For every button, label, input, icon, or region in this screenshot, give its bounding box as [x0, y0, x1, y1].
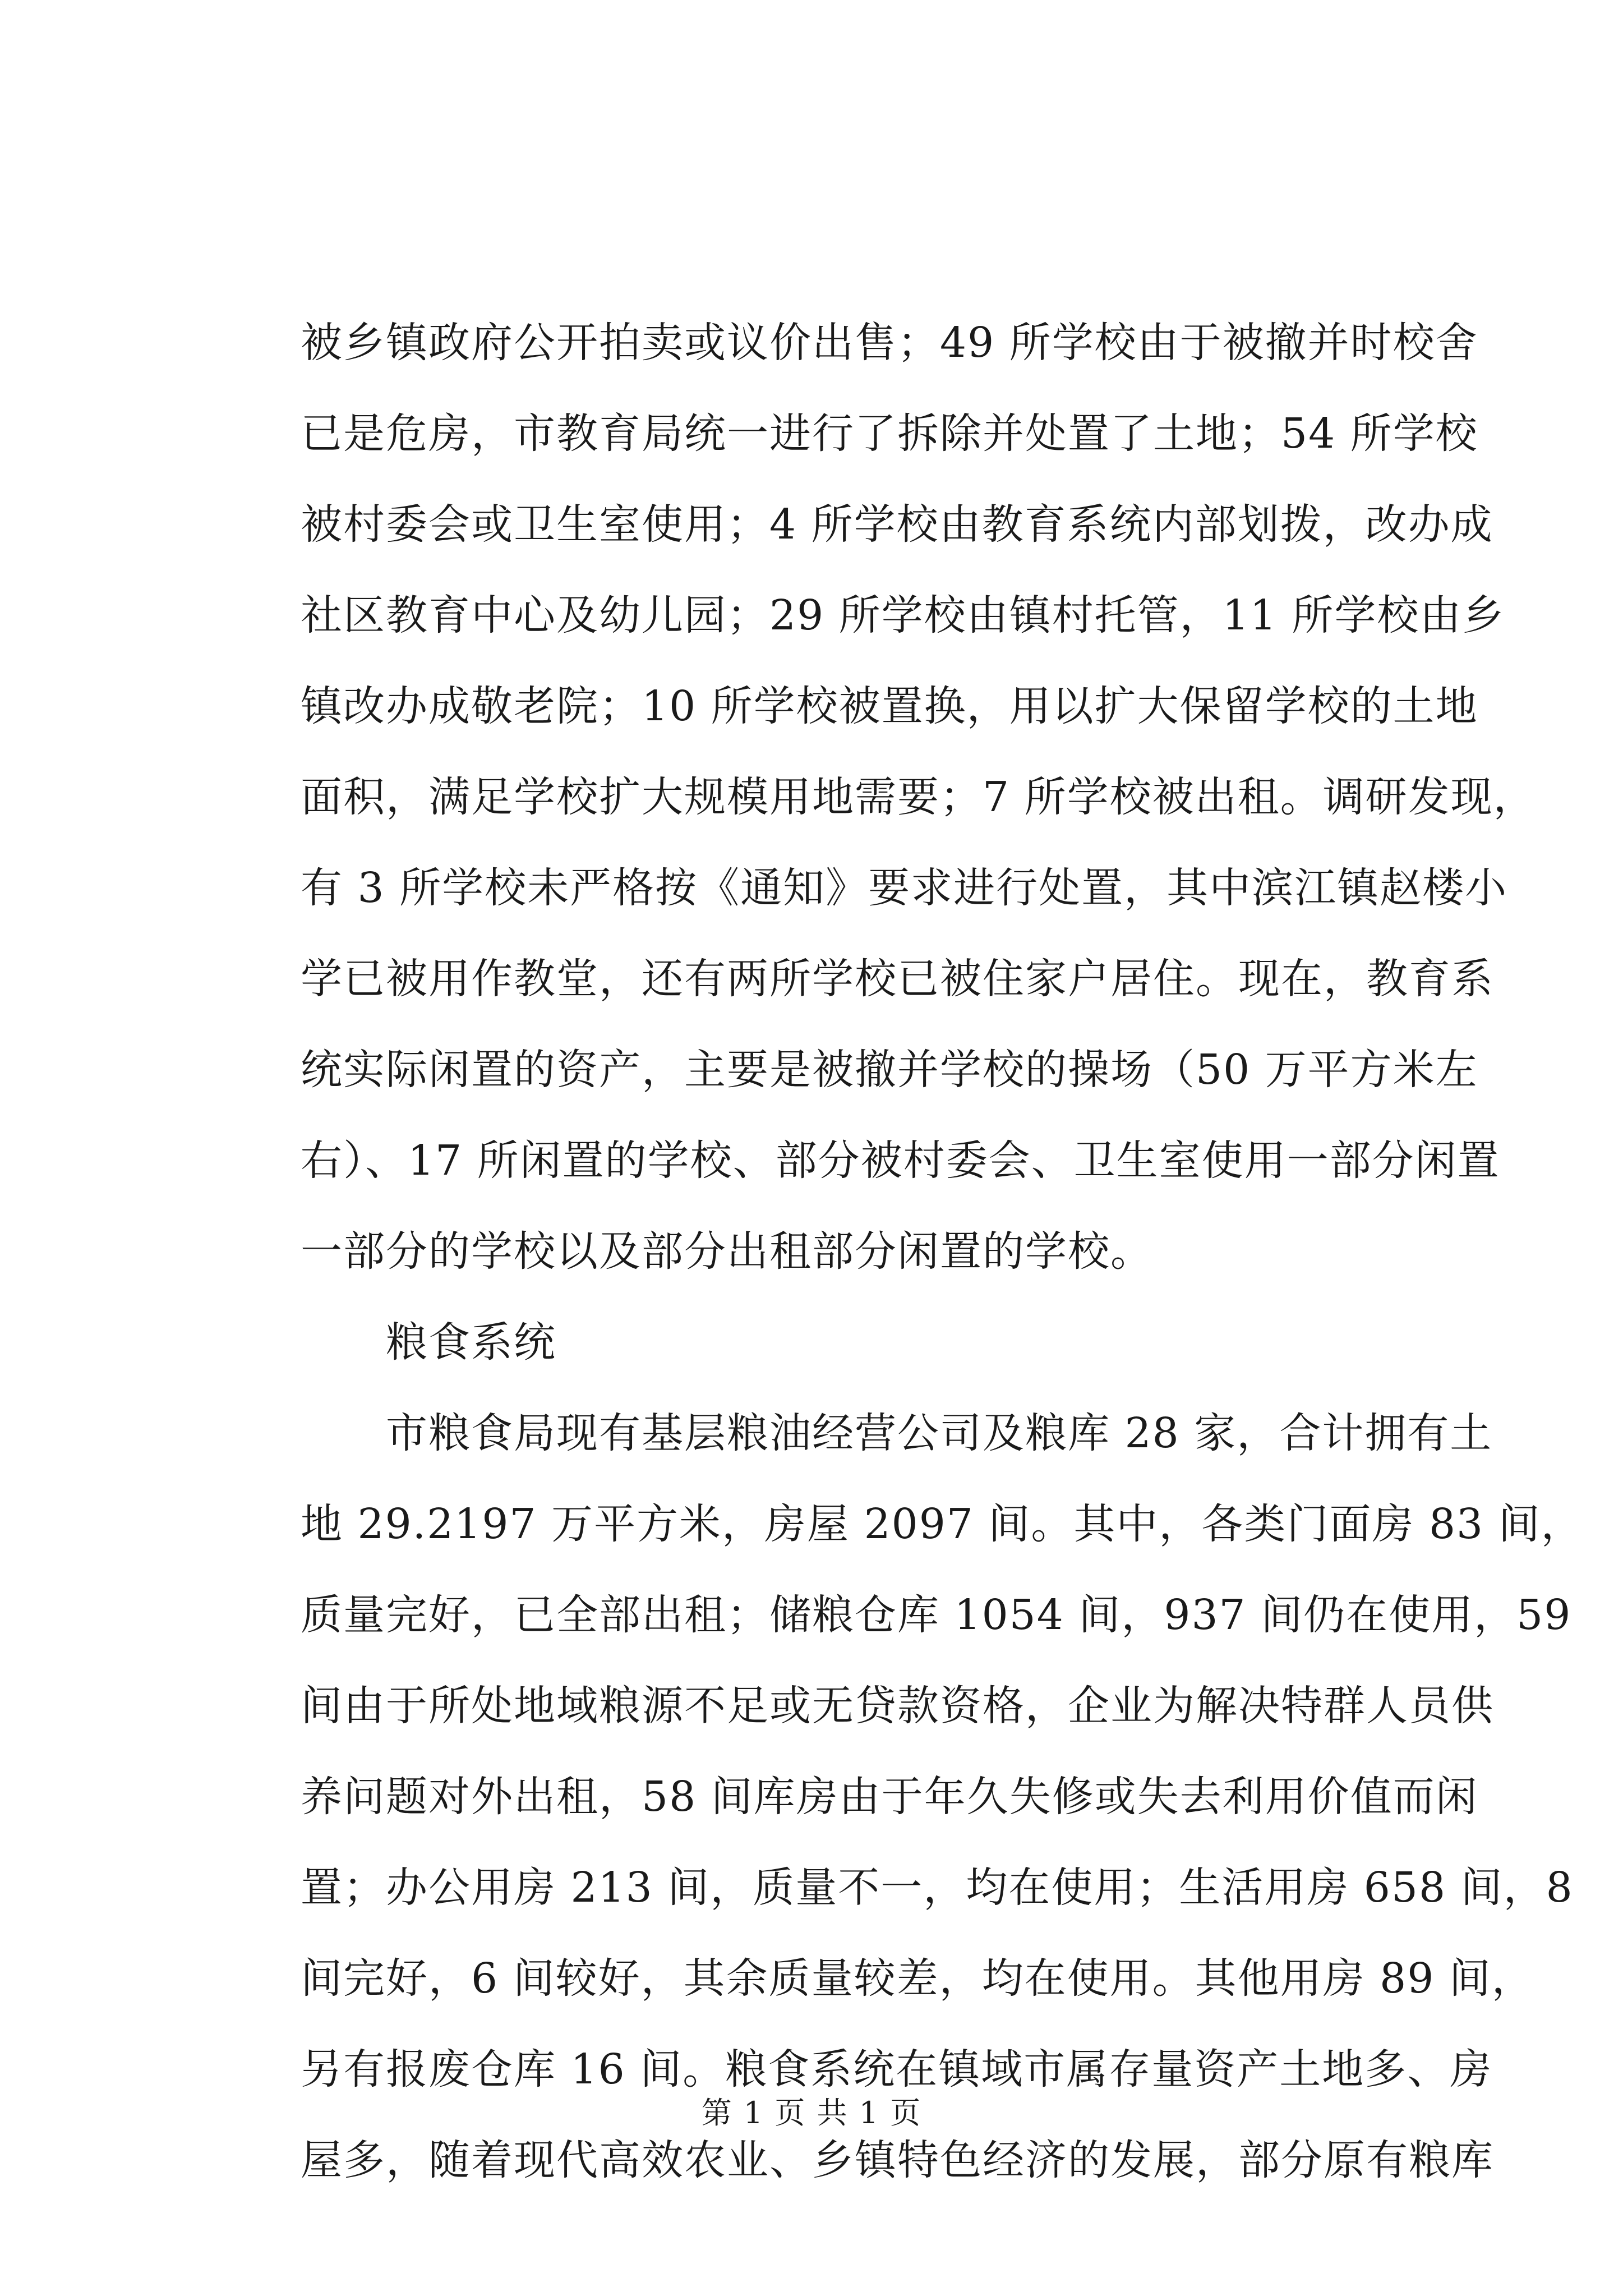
- text-line: 已是危房，市教育局统一进行了拆除并处置了土地；54 所学校: [301, 409, 1478, 458]
- text-line: 学已被用作教堂，还有两所学校已被住家户居住。现在，教育系: [301, 955, 1494, 1003]
- document-body: [301, 297, 1584, 2206]
- text-line: 统实际闲置的资产，主要是被撤并学校的操场（50 万平方米左: [301, 1046, 1478, 1094]
- text-line: 有 3 所学校未严格按《通知》要求进行处置，其中滨江镇赵楼小: [301, 864, 1508, 912]
- text-line: 间由于所处地域粮源不足或无贷款资格，企业为解决特群人员供: [301, 1682, 1494, 1730]
- text-line: 养问题对外出租，58 间库房由于年久失修或失去利用价值而闲: [301, 1773, 1478, 1821]
- text-line: 间完好，6 间较好，其余质量较差，均在使用。其他用房 89 间，: [301, 1954, 1534, 2003]
- text-line: 被村委会或卫生室使用；4 所学校由教育系统内部划拨，改办成: [301, 500, 1493, 549]
- text-line: 质量完好，已全部出租；储粮仓库 1054 间，937 间仍在使用，59: [301, 1591, 1572, 1639]
- text-line: 被乡镇政府公开拍卖或议价出售；49 所学校由于被撤并时校舍: [301, 319, 1478, 367]
- text-line: 置；办公用房 213 间，质量不一，均在使用；生活用房 658 间，8: [301, 1864, 1574, 1912]
- text-line: 市粮食局现有基层粮油经营公司及粮库 28 家，合计拥有土: [301, 1409, 1493, 1457]
- text-line: 面积，满足学校扩大规模用地需要；7 所学校被出租。调研发现，: [301, 773, 1536, 821]
- text-line: 另有报废仓库 16 间。粮食系统在镇域市属存量资产土地多、房: [301, 2045, 1493, 2093]
- text-line: 镇改办成敬老院；10 所学校被置换，用以扩大保留学校的土地: [301, 682, 1478, 730]
- text-line: 地 29.2197 万平方米，房屋 2097 间。其中，各类门面房 83 间，: [301, 1500, 1584, 1548]
- text-line: 右）、17 所闲置的学校、部分被村委会、卫生室使用一部分闲置: [301, 1137, 1500, 1185]
- text-line: 一部分的学校以及部分出租部分闲置的学校。: [301, 1227, 1153, 1276]
- text-line: 社区教育中心及幼儿园；29 所学校由镇村托管，11 所学校由乡: [301, 591, 1505, 639]
- text-line: 屋多，随着现代高效农业、乡镇特色经济的发展，部分原有粮库: [301, 2136, 1494, 2184]
- section-heading: 粮食系统: [301, 1318, 556, 1366]
- page-footer: 第 1 页 共 1 页: [701, 2095, 922, 2131]
